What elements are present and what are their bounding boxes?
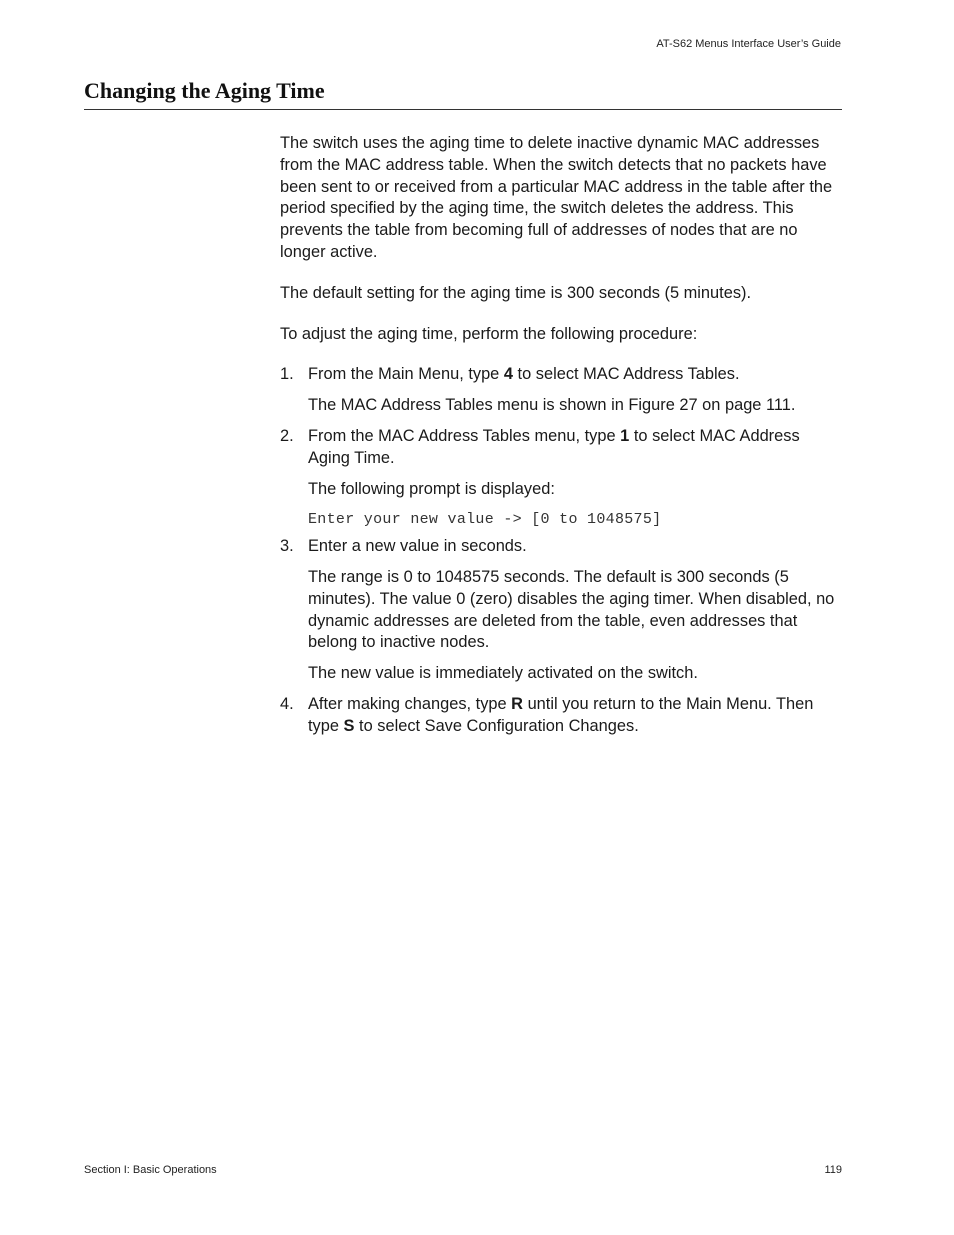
step-note: The range is 0 to 1048575 seconds. The default is 300 seconds (5 minutes). The value 0 (zero) disables the aging timer. When disabled, no dynamic addresses are deleted from the table, even addresses that belong to inactive nodes. — [308, 567, 835, 652]
step-instruction: After making changes, type R until you return to the Main Menu. Then type S to select Save Configuration Changes. — [308, 694, 814, 735]
step-instruction: Enter a new value in seconds. — [308, 537, 527, 556]
step-number: 3. — [280, 537, 294, 556]
step-number: 2. — [280, 426, 294, 445]
running-header: AT-S62 Menus Interface User’s Guide — [656, 38, 841, 50]
step-number: 4. — [280, 694, 294, 713]
key-4: 4 — [503, 365, 513, 384]
step-instruction: From the Main Menu, type 4 to select MAC Address Tables. — [308, 365, 740, 384]
title-rule — [84, 109, 842, 110]
procedure-step — [280, 364, 845, 417]
intro-paragraph: The switch uses the aging time to delete inactive dynamic MAC addresses from the MAC address table. When the switch detects that no packets have been sent to or received from a particular MAC address in the table after the period specified by the aging time, the switch deletes the address. This prevents the table from becoming full of addresses of nodes that are no longer active. — [280, 134, 833, 261]
footer-section: Section I: Basic Operations — [84, 1164, 217, 1176]
step-note: The MAC Address Tables menu is shown in Figure 27 on page 111. — [308, 396, 796, 415]
key-r: R — [511, 694, 524, 713]
procedure-intro: To adjust the aging time, perform the following procedure: — [280, 324, 698, 343]
key-s: S — [343, 716, 355, 735]
default-setting-paragraph: The default setting for the aging time is 300 seconds (5 minutes). — [280, 283, 752, 302]
page-number: 119 — [824, 1164, 842, 1176]
procedure-step — [280, 426, 845, 531]
step-note: The new value is immediately activated on the switch. — [308, 664, 698, 683]
procedure-step — [280, 536, 845, 685]
body-column — [280, 133, 845, 747]
prompt-code: Enter your new value -> [0 to 1048575] — [308, 511, 662, 529]
step-number: 1. — [280, 365, 294, 384]
section-title: Changing the Aging Time — [84, 78, 325, 103]
step-instruction: From the MAC Address Tables menu, type 1 to select MAC Address Aging Time. — [308, 426, 800, 467]
key-1: 1 — [620, 426, 630, 445]
step-note: The following prompt is displayed: — [308, 479, 555, 498]
procedure-step — [280, 694, 845, 738]
